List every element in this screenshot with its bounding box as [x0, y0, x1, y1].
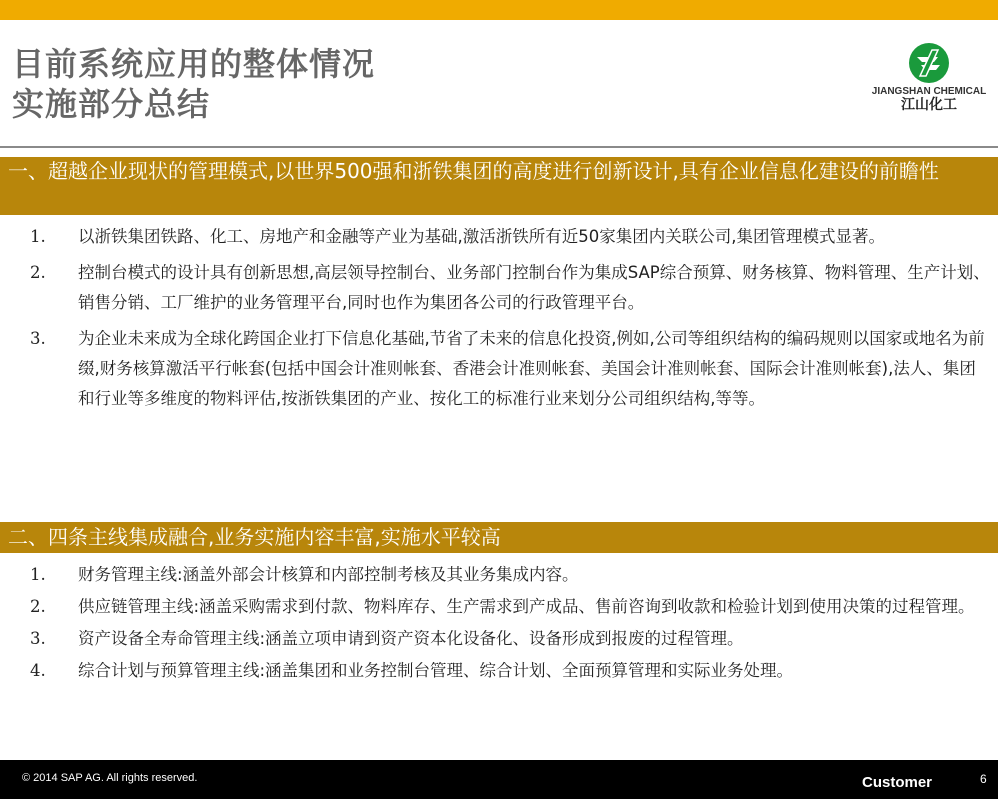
list-item-number: 1. [30, 565, 46, 584]
list-item [0, 324, 998, 414]
section-2-list [0, 560, 998, 686]
list-item [0, 592, 998, 622]
section-1-heading: 一、超越企业现状的管理模式,以世界500强和浙铁集团的高度进行创新设计,具有企业信息化建设的前瞻性 [0, 157, 998, 215]
list-item-text: 综合计划与预算管理主线:涵盖集团和业务控制台管理、综合计划、全面预算管理和实际业务处理。 [78, 661, 794, 680]
page-number: 6 [980, 772, 987, 786]
list-item-number: 4. [30, 661, 46, 680]
section-2-heading: 二、四条主线集成融合,业务实施内容丰富,实施水平较高 [0, 522, 998, 553]
list-item-text: 财务管理主线:涵盖外部会计核算和内部控制考核及其业务集成内容。 [78, 565, 579, 584]
list-item [0, 222, 998, 252]
list-item [0, 258, 998, 318]
page-title [12, 44, 375, 124]
header-divider [0, 146, 998, 148]
list-item-number: 3. [30, 329, 46, 348]
logo-company-en: JIANGSHAN CHEMICAL [871, 86, 987, 97]
title-line-1: 目前系统应用的整体情况 [12, 45, 376, 83]
list-item-number: 2. [30, 263, 46, 282]
list-item [0, 624, 998, 654]
list-item-text: 以浙铁集团铁路、化工、房地产和金融等产业为基础,激活浙铁所有近50家集团内关联公司,集团管理模式显著。 [78, 227, 885, 246]
jiangshan-logo-icon [908, 42, 950, 84]
list-item-text: 控制台模式的设计具有创新思想,高层领导控制台、业务部门控制台作为集成SAP综合预算、财务核算、物料管理、生产计划、销售分销、工厂维护的业务管理平台,同时也作为集团各公司的行政管理平台。 [78, 263, 990, 312]
logo-company-cn: 江山化工 [901, 97, 957, 113]
classification-label: Customer [862, 774, 933, 791]
list-item-number: 3. [30, 629, 46, 648]
section-1-list [0, 222, 998, 414]
copyright-text: © 2014 SAP AG. All rights reserved. [22, 772, 198, 784]
list-item-number: 2. [30, 597, 46, 616]
list-item [0, 560, 998, 590]
title-line-2: 实施部分总结 [12, 85, 211, 123]
footer-bar [0, 760, 998, 799]
top-accent-bar [0, 0, 998, 20]
list-item-number: 1. [30, 227, 46, 246]
list-item-text: 为企业未来成为全球化跨国企业打下信息化基础,节省了未来的信息化投资,例如,公司等组织结构的编码规则以国家或地名为前缀,财务核算激活平行帐套(包括中国会计准则帐套、香港会计准则帐套、美国会计准则帐套、国际会计准则帐套),法人、集团和行业等多维度的物料评估,按浙铁集团的产业、按化工的标准行业来划分公司组织结构,等等。 [78, 329, 985, 408]
company-logo [862, 42, 996, 116]
list-item-text: 资产设备全寿命管理主线:涵盖立项申请到资产资本化设备化、设备形成到报废的过程管理。 [78, 629, 744, 648]
list-item-text: 供应链管理主线:涵盖采购需求到付款、物料库存、生产需求到产成品、售前咨询到收款和检验计划到使用决策的过程管理。 [78, 597, 975, 616]
list-item [0, 656, 998, 686]
